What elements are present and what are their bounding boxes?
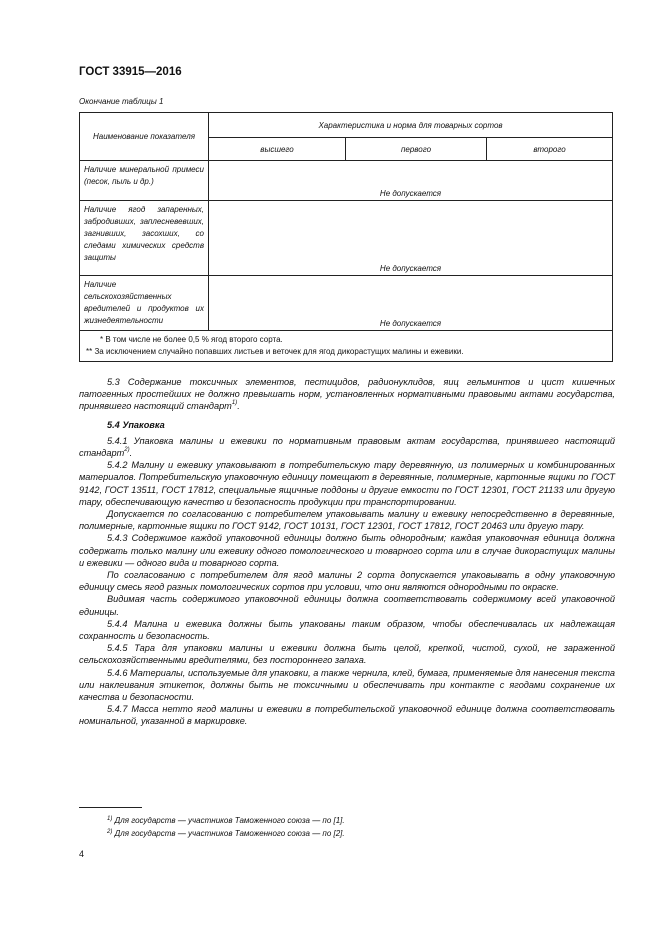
paragraph-5-3: 5.3 Содержание токсичных элементов, пестицидов, радионуклидов, яиц гельминтов и цист кишечных патогенных простейших не должно превышать норм, установленных нормативными правовыми актами государства, принявшего настоящий стандарт$^{1)}$. bbox=[79, 377, 615, 412]
requirements-table bbox=[79, 112, 613, 362]
footnote-divider bbox=[79, 807, 142, 808]
col-header-sort-top: высшего bbox=[209, 138, 346, 161]
row-value: Не допускается bbox=[209, 276, 613, 331]
body-text bbox=[79, 376, 615, 728]
col-header-group: Характеристика и норма для товарных сортов bbox=[209, 113, 613, 138]
table-footnotes bbox=[80, 331, 613, 362]
row-value: Не допускается bbox=[209, 201, 613, 276]
page-number: 4 bbox=[79, 849, 85, 859]
row-name: Наличие минеральной примеси (песок, пыль и др.) bbox=[80, 161, 209, 201]
paragraph-5-4-3-b: По согласованию с потребителем для ягод малины 2 сорта допускается упаковывать в одну упаковочную единицу смесь ягод разных помологических сортов при условии, что они являются однородными по окраске. bbox=[79, 570, 615, 593]
row-name: Наличие ягод запаренных, забродивших, заплесневевших, загнивших, засохших, со следами химических средств защиты bbox=[80, 201, 209, 276]
col-header-sort-first: первого bbox=[346, 138, 487, 161]
paragraph-5-4-3: 5.4.3 Содержимое каждой упаковочной единицы должно быть однородным; каждая упаковочная единица должна содержать только малину или ежевику одного помологического и товарного сорта или в случае дикорастущих малины и ежевики — одного вида и товарного сорта. bbox=[79, 533, 615, 568]
paragraph-5-4-5: 5.4.5 Тара для упаковки малины и ежевики должна быть целой, крепкой, чистой, сухой, не зараженной сельскохозяйственными вредителями, без постороннего запаха. bbox=[79, 643, 615, 666]
col-header-sort-second: второго bbox=[487, 138, 613, 161]
footnote: $^{1)}$ Для государств — участников Таможенного союза — по [1]. bbox=[107, 816, 345, 825]
row-value: Не допускается bbox=[209, 161, 613, 201]
row-name: Наличие сельскохозяйственных вредителей и продуктов их жизнедеятельности bbox=[80, 276, 209, 331]
paragraph-5-4-7: 5.4.7 Масса нетто ягод малины и ежевики в потребительской упаковочной единице должна соответствовать номинальной, указанной в маркировке. bbox=[79, 704, 615, 727]
paragraph-5-4-3-c: Видимая часть содержимого упаковочной единицы должна соответствовать содержимому всей упаковочной единицы. bbox=[79, 594, 615, 617]
footnote: $^{2)}$ Для государств — участников Таможенного союза — по [2]. bbox=[107, 829, 345, 838]
table-caption: Окончание таблицы 1 bbox=[79, 97, 164, 106]
paragraph-5-4-1: 5.4.1 Упаковка малины и ежевики по нормативным правовым актам государства, принявшего настоящий стандарт$^{2)}$. bbox=[79, 435, 615, 459]
paragraph-5-4-4: 5.4.4 Малина и ежевика должны быть упакованы таким образом, чтобы обеспечивалась их надлежащая сохранность и безопасность. bbox=[79, 618, 615, 642]
paragraph-5-4-2: 5.4.2 Малину и ежевику упаковывают в потребительскую тару деревянную, из полимерных и комбинированных материалов. Потребительскую упаковочную единицу помещают в деревянные, полимерные, картонные ящики по ГОСТ 9142, ГОСТ 13511, ГОСТ 17812, специальные ящичные поддоны и другие емкости по ГОСТ 12301, ГОСТ 21133 или другую тару, обеспечивающую качество и безопасность продукции при транспортировании. bbox=[79, 460, 615, 507]
paragraph-5-4-2-b: Допускается по согласованию с потребителем упаковывать малину и ежевику непосредственно в деревянные, полимерные, картонные ящики по ГОСТ 9142, ГОСТ 10131, ГОСТ 12301, ГОСТ 17812, ГОСТ 20463 или другую тару. bbox=[79, 509, 615, 532]
document-header: ГОСТ 33915—2016 bbox=[79, 66, 182, 78]
table-footnote: * В том числе не более 0,5 % ягод второго сорта. bbox=[100, 335, 283, 344]
paragraph-5-4-6: 5.4.6 Материалы, используемые для упаковки, а также чернила, клей, бумага, применяемые для нанесения текста или наклеивания этикеток, должны быть не токсичными и обеспечивать при контакте с ягодами сохранение их качества и безопасности. bbox=[79, 667, 615, 703]
table-footnote: ** За исключением случайно попавших листьев и веточек для ягод дикорастущих малины и ежевики. bbox=[86, 347, 464, 356]
col-header-name: Наименование показателя bbox=[80, 113, 209, 161]
section-heading: 5.4 Упаковка bbox=[107, 419, 165, 430]
